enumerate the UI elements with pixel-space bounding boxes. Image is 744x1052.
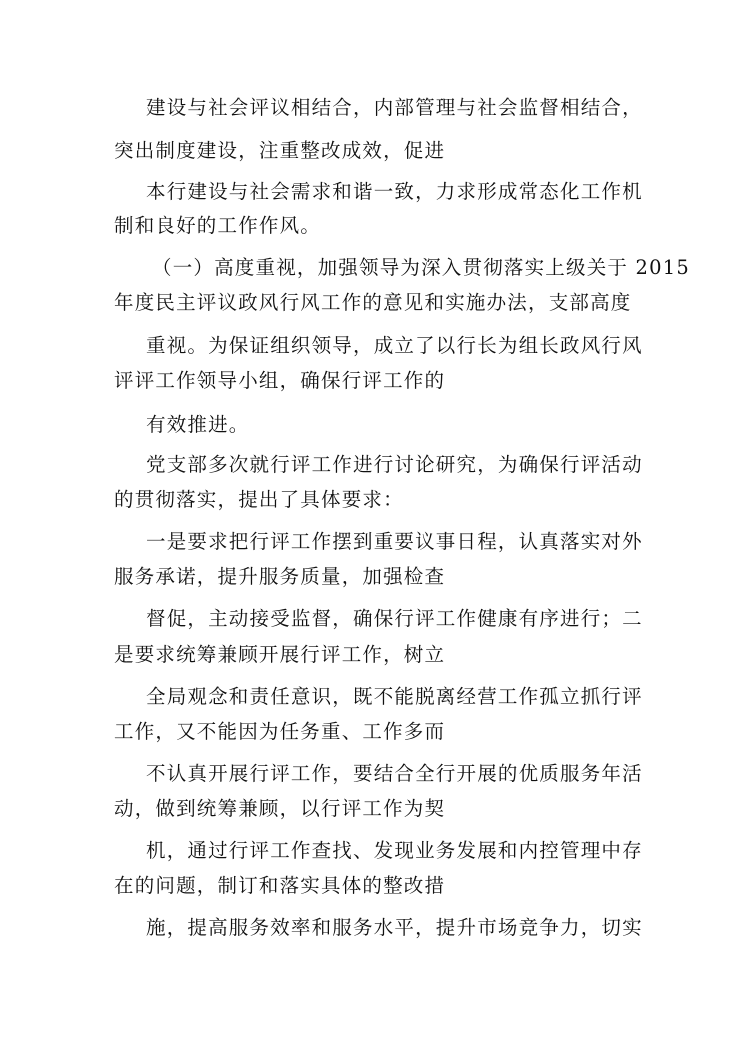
- text-line: 全局观念和责任意识，既不能脱离经营工作孤立抓行评: [146, 685, 643, 708]
- text-line: 建设与社会评议相结合，内部管理与社会监督相结合，: [146, 96, 643, 119]
- text-line: 工作，又不能因为任务重、工作多而: [114, 720, 446, 743]
- section-heading: （一）高度重视，加强领导为深入贯彻落实上级关于 2015: [152, 256, 690, 279]
- text-line: 的贯彻落实，提出了具体要求：: [114, 488, 404, 511]
- text-line: 服务承诺，提升服务质量，加强检查: [114, 565, 446, 588]
- text-line: 评评工作领导小组，确保行评工作的: [114, 369, 446, 392]
- text-line: 督促，主动接受监督，确保行评工作健康有序进行；二: [146, 607, 643, 630]
- text-line: 是要求统筹兼顾开展行评工作，树立: [114, 643, 446, 666]
- text-line: 不认真开展行评工作，要结合全行开展的优质服务年活: [146, 762, 643, 785]
- text-line: 制和良好的工作作风。: [114, 214, 322, 237]
- text-line: 一是要求把行评工作摆到重要议事日程，认真落实对外: [146, 530, 643, 553]
- text-line: 动，做到统筹兼顾，以行评工作为契: [114, 797, 446, 820]
- text-line: 在的问题，制订和落实具体的整改措: [114, 874, 446, 897]
- text-line: 重视。为保证组织领导，成立了以行长为组长政风行风: [146, 334, 643, 357]
- text-line: 突出制度建设，注重整改成效，促进: [114, 139, 446, 162]
- text-line: 施，提高服务效率和服务水平，提升市场竞争力，切实: [146, 916, 643, 939]
- text-line: 机，通过行评工作查找、发现业务发展和内控管理中存: [146, 839, 643, 862]
- text-line: 本行建设与社会需求和谐一致，力求形成常态化工作机: [146, 180, 643, 203]
- text-line: 党支部多次就行评工作进行讨论研究，为确保行评活动: [146, 453, 643, 476]
- text-line: 年度民主评议政风行风工作的意见和实施办法，支部高度: [114, 291, 632, 314]
- text-line: 有效推进。: [146, 413, 250, 436]
